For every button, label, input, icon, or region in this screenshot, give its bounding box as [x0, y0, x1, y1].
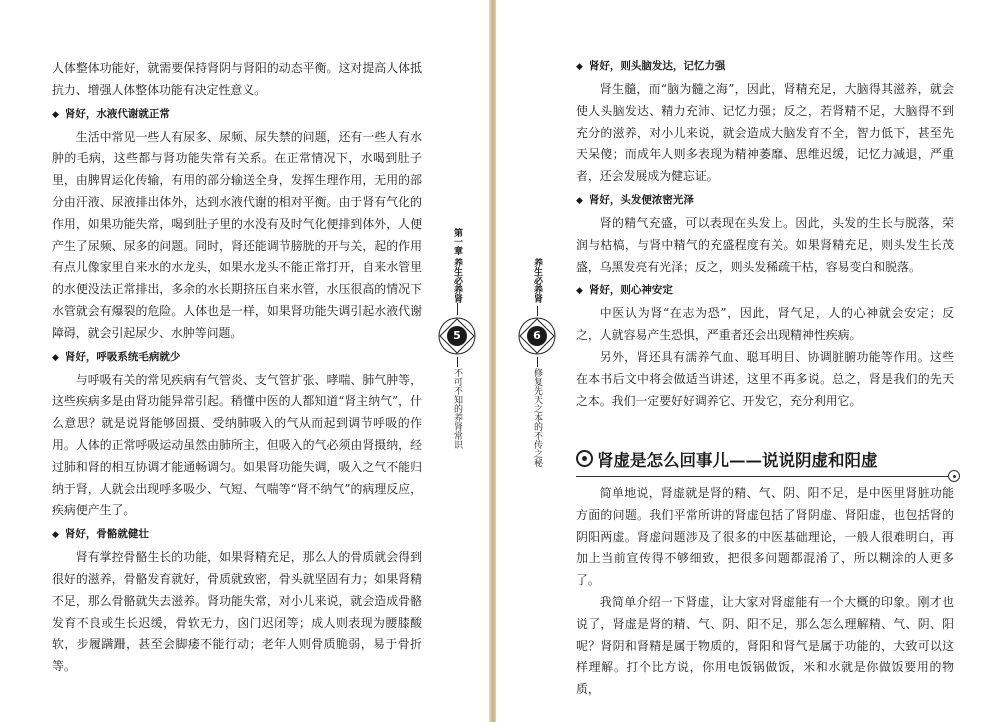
diamond-bullet-icon: ◆: [576, 286, 583, 297]
left-tab-line-bottom: [457, 357, 458, 367]
right-tab-line-top: [537, 306, 538, 316]
left-running-title: 第一章 养生必养肾: [452, 228, 462, 304]
respiratory-paragraph: 与呼吸有关的常见疾病有气管炎、支气管扩张、哮喘、肺气肿等，这些疾病多是由肾功能异常引起。稍懂中医的人都知道“肾主纳气”，什么意思？就是说肾能够固摄、受纳肺吸入的气从而起到调节呼吸的作用。人体的正常呼吸运动虽然由肺所主，但吸入的气必须由肾摄纳，经过肺和肾的相互协调才能通畅调匀。如果肾功能失调，吸入之气不能归纳于肾，人就会出现呼多吸少、气短、气喘等“肾不纳气”的病理反应，疾病便产生了。: [52, 372, 422, 518]
diamond-bullet-icon: ◆: [52, 109, 59, 120]
section-paragraph-1: 简单地说，肾虚就是肾的精、气、阴、阳不足，是中医里肾脏功能方面的问题。我们平常所讲的肾虚包括了肾阴虚、肾阳虚，也包括肾的阴阳两虚。肾虚问题涉及了很多的中医基础理论，一般人很难明白，再加上当前宣传得不够细致，把很多问题都混淆了，所以糊涂的人更多了。: [576, 486, 954, 588]
mind-paragraph-1: 中医认为肾“在志为恐”，因此，肾气足，人的心神就会安定；反之，人就容易产生恐惧，严重者还会出现精神性疾病。: [576, 306, 954, 343]
heading-bones: ◆ 肾好，骨骼就健壮: [52, 528, 149, 541]
section-paragraph-2: 我简单介绍一下肾虚，让大家对肾虚能有一个大概的印象。刚才也说了，肾虚是肾的精、气、阴、阳不足，那么怎么理解精、气、阴、阳呢？肾阴和肾精是属于物质的，肾阳和肾气是属于功能的，大致可以这样理解。打个比方说，你用电饭锅做饭，米和水就是你做饭要用的物质，: [576, 594, 954, 697]
hair-paragraph: 肾的精气充盛，可以表现在头发上。因此，头发的生长与脱落，荣润与枯槁，与肾中精气的充盛程度有关。如果肾精充足，则头发生长茂盛，乌黑发亮有光泽；反之，则头发稀疏干枯，容易变白和脱落。: [576, 215, 954, 274]
intro-paragraph: 人体整体功能好，就需要保持肾阴与肾阳的动态平衡。这对提高人体抵抗力、增强人体整体功能有决定性意义。: [52, 61, 422, 97]
brain-paragraph: 肾生髓，而“脑为髓之海”，因此，肾精充足，大脑得其滋养，就会使人头脑发达、精力充沛、记忆力强；反之，若肾精不足，大脑得不到充分的滋养，对小儿来说，就会造成大脑发育不全，智力低下，甚至先天呆傻；而成年人则多表现为精神萎靡、思维迟缓，记忆力减退，严重者，还会发展成为健忘证。: [576, 82, 954, 184]
right-running-subtitle: 修复先天之本的不传之秘: [532, 368, 542, 467]
section-text-column: [576, 483, 954, 701]
left-page-number-medallion: [437, 316, 477, 356]
right-tab-line-bottom: [537, 357, 538, 367]
divider-end-dot-icon: [948, 470, 960, 482]
right-running-title: 养生必养肾: [532, 258, 542, 303]
heading-brain: ◆ 肾好，则头脑发达，记忆力强: [576, 60, 726, 72]
right-page-number: 6: [533, 329, 541, 342]
right-page-number-medallion: [517, 316, 557, 356]
diamond-bullet-icon: ◆: [52, 352, 59, 363]
heading-respiratory: ◆ 肾好，呼吸系统毛病就少: [52, 350, 181, 363]
section-divider: [576, 476, 950, 477]
heading-hair: ◆ 肾好，头发便浓密光泽: [576, 193, 694, 206]
left-tab-line-top: [457, 303, 458, 315]
left-page-number: 5: [453, 329, 461, 342]
diamond-bullet-icon: ◆: [576, 195, 583, 206]
diamond-bullet-icon: ◆: [52, 530, 59, 541]
water-paragraph: 生活中常见一些人有尿多、尿频、尿失禁的问题，还有一些人有水肿的毛病，这些都与肾功能失常有关系。在正常情况下，水喝到肚子里，由脾胃运化传输，有用的部分输送全身，发挥生理作用，无用的部分由汗液、尿液排出体外，达到水液代谢的相对平衡。由于肾有气化的作用，如果功能失常，喝到肚子里的水没有及时气化便排到体外，人便产生了尿频、尿多的问题。同时，肾还能调节膀胱的开与关，起的作用有点儿像家里自来水的水龙头，如果水龙头不能正常打开，自来水管里的水便没法正常排出，多余的水长期挤压自来水管，水压很高的情况下水管就会有爆裂的危险。人体也是一样，如果肾功能失调引起水液代谢障碍，就会引起尿少、水肿等问题。: [52, 129, 422, 340]
left-text-column: [52, 58, 422, 678]
bones-paragraph: 肾有掌控骨骼生长的功能，如果肾精充足，那么人的骨质就会得到很好的滋养，骨骼发育就好，骨质就致密，骨头就坚固有力；如果肾精不足，那么骨骼就失去滋养。肾功能失常，对小儿来说，就会造成骨骼发育不良或生长迟缓，骨软无力，囟门迟闭等；成人则表现为腰膝酸软，步履蹒跚，甚至会脚痿不能行动；老年人则骨质脆弱，易于骨折等。: [52, 550, 422, 674]
heading-water-metabolism: ◆ 肾好，水液代谢就正常: [52, 107, 170, 120]
diamond-bullet-icon: ◆: [576, 62, 583, 72]
right-text-column: [576, 58, 954, 412]
left-running-subtitle: 不可不知的养肾常识: [452, 368, 462, 449]
right-page: [496, 0, 990, 722]
section-title: 肾虚是怎么回事儿——说说阴虚和阳虚: [576, 450, 966, 472]
left-page: [0, 0, 490, 722]
heading-mind: ◆ 肾好，则心神安定: [576, 284, 673, 297]
mind-paragraph-2: 另外，肾还具有濡养气血、聪耳明目、协调脏腑功能等作用。这些在本书后文中将会做适当讲述，这里不再多说。总之，肾是我们的先天之本。我们一定要好好调养它、开发它，充分利用它。: [576, 349, 954, 408]
target-ring-icon: [576, 450, 593, 467]
